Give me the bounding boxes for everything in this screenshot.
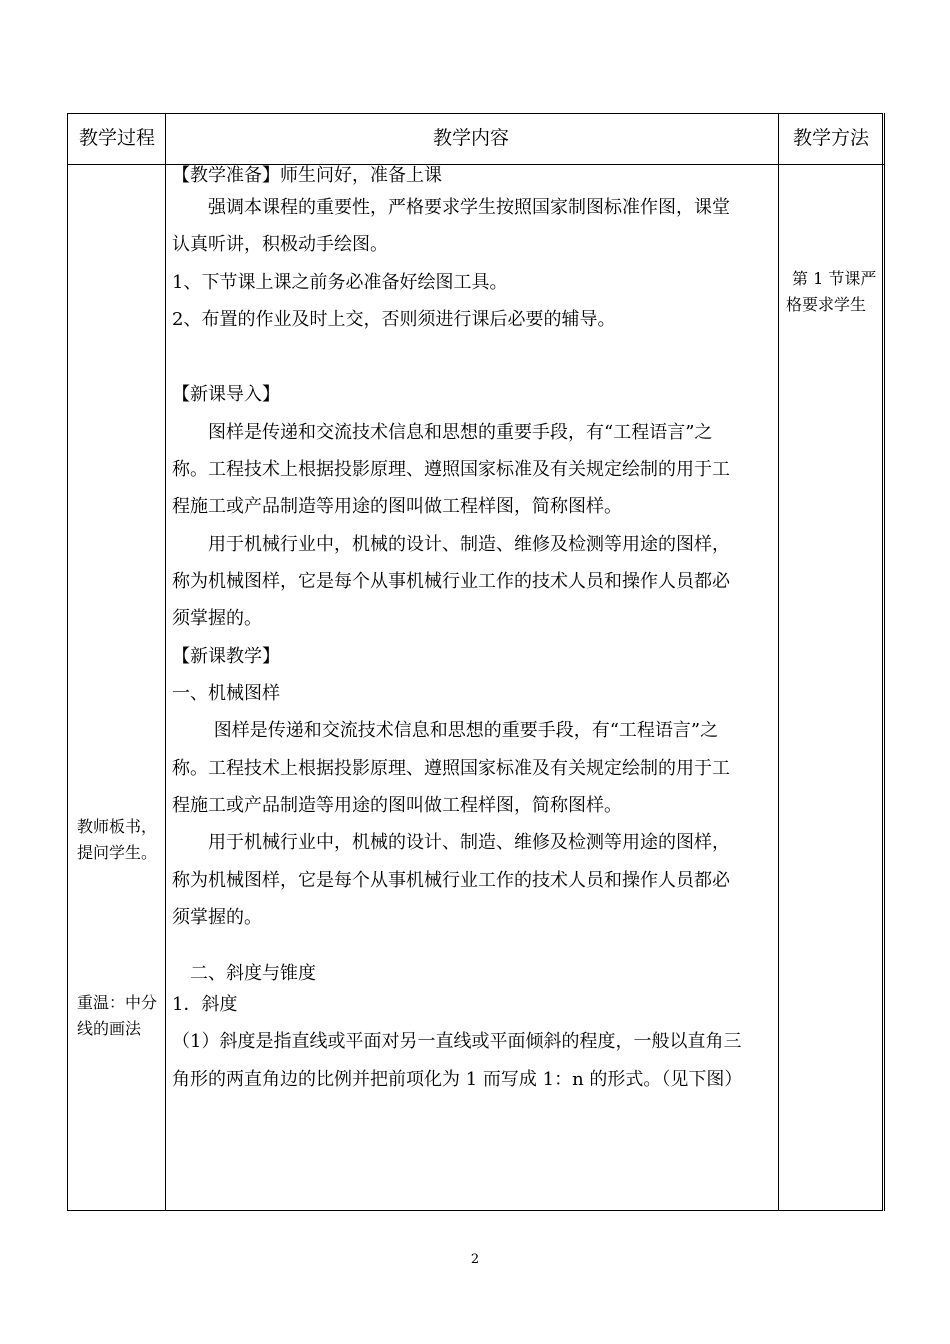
left-note-line-3: 重温：中分 [77, 993, 158, 1012]
right-note-line-2: 格要求学生 [786, 295, 867, 314]
content-line: 用于机械行业中，机械的设计、制造、维修及检测等用途的图样， [172, 534, 730, 555]
content-line: 2、布置的作业及时上交，否则须进行课后必要的辅导。 [172, 309, 616, 330]
left-note-line-4: 线的画法 [77, 1019, 142, 1038]
content-line: 角形的两直角边的比例并把前项化为 1 而写成 1：n 的形式。（见下图） [172, 1069, 743, 1090]
content-line: （1）斜度是指直线或平面对另一直线或平面倾斜的程度，一般以直角三 [172, 1031, 742, 1052]
left-note-line-2: 提问学生。 [77, 843, 158, 862]
content-line: 称。工程技术上根据投影原理、遵照国家标准及有关规定绘制的用于工 [172, 758, 730, 779]
content-line: 图样是传递和交流技术信息和思想的重要手段，有“工程语言”之 [172, 720, 719, 741]
content-line: 1、下节课上课之前务必准备好绘图工具。 [172, 272, 508, 293]
content-line: 用于机械行业中，机械的设计、制造、维修及检测等用途的图样， [172, 832, 730, 853]
right-note-line-1: 第 1 节课严 [792, 269, 877, 288]
header-content: 教学内容 [433, 127, 510, 149]
column-divider-1 [165, 113, 166, 1211]
column-divider-2 [778, 113, 779, 1211]
content-line: 程施工或产品制造等用途的图叫做工程样图，简称图样。 [172, 795, 622, 816]
header-method: 教学方法 [793, 127, 870, 149]
page-number: 2 [470, 1252, 480, 1267]
content-line: 称为机械图样，它是每个从事机械行业工作的技术人员和操作人员都必 [172, 571, 730, 592]
table-border-double [884, 113, 885, 1211]
content-line: 【教学准备】师生问好，准备上课 [172, 165, 442, 186]
content-line: 须掌握的。 [172, 907, 262, 928]
content-line: 【新课教学】 [172, 646, 280, 667]
header-process: 教学过程 [79, 127, 156, 149]
content-line: 图样是传递和交流技术信息和思想的重要手段，有“工程语言”之 [172, 422, 713, 443]
content-line: 称为机械图样，它是每个从事机械行业工作的技术人员和操作人员都必 [172, 870, 730, 891]
left-note-line-1: 教师板书， [77, 817, 158, 836]
content-line: 程施工或产品制造等用途的图叫做工程样图，简称图样。 [172, 496, 622, 517]
content-line: 二、斜度与锥度 [172, 963, 316, 984]
content-line: 称。工程技术上根据投影原理、遵照国家标准及有关规定绘制的用于工 [172, 459, 730, 480]
content-line: 【新课导入】 [172, 384, 280, 405]
content-line: 强调本课程的重要性，严格要求学生按照国家制图标准作图，课堂 [172, 197, 730, 218]
content-line: 一、机械图样 [172, 683, 280, 704]
content-line: 认真听讲，积极动手绘图。 [172, 234, 388, 255]
content-line: 须掌握的。 [172, 608, 262, 629]
content-line: 1．斜度 [172, 994, 238, 1015]
